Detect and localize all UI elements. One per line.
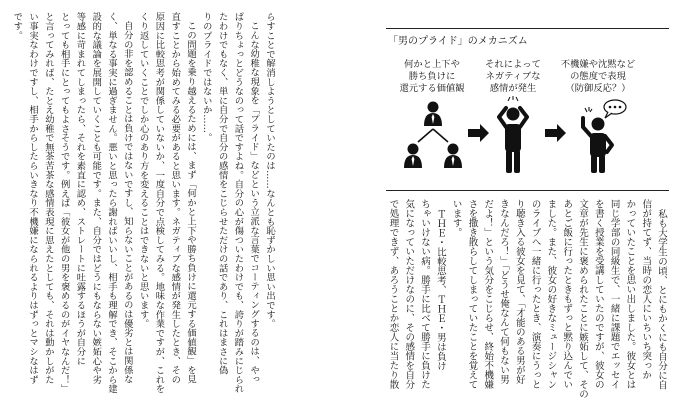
text-column: で処理できず、あろうことか恋人に当たり散	[387, 199, 399, 389]
right-arrow-icon	[545, 124, 566, 142]
hierarchy-people-icon	[404, 102, 462, 169]
text-column: ぱりちょっとどうなのって話ですよね。自分の心が傷ついたわけでも、誇りが踏みにじられ	[232, 12, 244, 394]
text-column: り聴き入る彼女を見て、「才能のある男が好	[513, 199, 525, 385]
text-column: のライブへ一緒に行ったとき、演奏にうっと	[529, 199, 541, 389]
step-1-label-line: 勝ち負けに	[408, 71, 456, 82]
step-2-label-line: ネガティブな	[485, 71, 541, 82]
step-3-label-line: 不機嫌や沈黙など	[560, 59, 636, 70]
text-column: 気になっていただけなのに、その感情を自分	[403, 199, 415, 389]
text-column: かっていたことを思い出しました。彼女とは	[624, 199, 636, 389]
text-column: 自分の非を認めることは負けではないですし、知らないことがあるのは優劣とは関係な	[121, 21, 133, 384]
right-arrow-icon	[468, 124, 489, 142]
text-column: この問題を乗り越えるためには、まず「何かと上下や勝ち負けに還元する価値観」を見	[185, 21, 197, 384]
speech-bubble-icon	[604, 100, 626, 118]
text-column: くり返していくことでしか心のあり方を変えることはできないと思います。	[137, 12, 149, 329]
text-column: 設的な議論を展開していくことも可能です。また、自分ではどうにもならない嫉妬心や劣	[90, 12, 102, 384]
text-column: だよ！」という気分をこじらせ、終始不機嫌	[482, 199, 494, 389]
left-page-body-text	[8, 12, 277, 408]
text-column: います。	[450, 199, 462, 237]
text-column: りのプライドではないか……。	[200, 12, 212, 143]
text-column: 私も大学生の頃、とにもかくにも自分に自	[656, 208, 667, 389]
text-column: ＴＨＥ・比較思考、ＴＨＥ・男は負け	[434, 208, 446, 370]
angry-person-icon	[583, 100, 626, 173]
text-column: を書く授業を受講していたのですが、彼女の	[592, 199, 604, 389]
text-column: 信が持てず、当時の恋人にいちいち突っか	[640, 199, 652, 380]
text-column: ました。また、彼女の好きなミュージシャン	[545, 199, 557, 389]
text-column: たわけでもなく、単に自分で自分の感情をこじらせただけの話であり、これはまさに偽	[216, 12, 228, 375]
figure-bottom-rule	[386, 190, 669, 191]
step-3-label	[552, 59, 644, 95]
step-1-label-line: 何かと上下や	[404, 59, 460, 70]
step-2-label-line: 感情が発生	[489, 83, 537, 94]
text-column: 同じ学部の同級生で、一緒に課題でエッセイ	[608, 199, 620, 389]
step-1-label-line: 還元する価値観	[399, 83, 465, 94]
figure-top-rule	[386, 28, 669, 29]
text-column: い事実なわけですし、相手からしたらいきなり不機嫌になられるよりはずっとマシなはず	[27, 12, 39, 384]
anger-mark-icon	[585, 107, 592, 112]
text-column: 等感に苛まれてしまったら、それを素直に認め、ストレートに吐露するほうが自分に	[74, 12, 86, 366]
text-column: らすことで解消しようとしていたのは……なんとも恥ずかしい思い出です。	[264, 12, 275, 329]
figure-title: 「男のプライド」のメカニズム	[388, 36, 528, 47]
text-column: ちゃいけない病。勝手に比べて勝手に負けた	[419, 199, 431, 389]
text-column: とっても相手にとってもよさそうです。例えば「彼女が他の男を褒めるのがイヤなんだ！」	[58, 12, 70, 394]
step-3-label-line: の態度で表現	[570, 71, 626, 82]
text-column: きなんだろ！」「どうせ俺なんて何もない男	[498, 199, 510, 385]
text-column: く、単なる事実に過ぎません。悪いと思ったら謝ればいいし、相手も理解でき、そこから建	[106, 12, 118, 394]
text-column: こんな幼稚な現象を「プライド」などという立派な言葉でコーティングするのは、やっ	[248, 21, 260, 384]
step-3-label-line: （防御反応？）	[565, 83, 631, 94]
text-column: です。	[11, 12, 23, 40]
figure-icons	[384, 96, 674, 178]
text-column: さを撒き散らしてしまっていたことを覚えて	[466, 199, 478, 389]
text-column: 直すことから始めてみる必要があると思います。ネガティブな感情が発生したとき、その	[169, 12, 181, 384]
distressed-person-icon	[499, 96, 527, 173]
text-column: と言ってみれば、たとえ幼稚で無茶苦茶な感情表現に思えたとしても、それは動かしがた	[42, 12, 54, 384]
step-2-label	[467, 59, 559, 95]
text-column: 文章が先生に褒められたことに嫉妬して、その	[577, 199, 589, 399]
step-2-label-line: それによって	[485, 59, 541, 70]
text-column: あとご飯に行ったときもずっと黙り込んでい	[561, 199, 573, 389]
text-column: 原因に比較思考が関係していないか、一度自分で点検してみる。地味な作業ですが、これを	[153, 12, 165, 394]
right-page-body-text	[384, 199, 669, 406]
step-1-label	[386, 59, 478, 95]
